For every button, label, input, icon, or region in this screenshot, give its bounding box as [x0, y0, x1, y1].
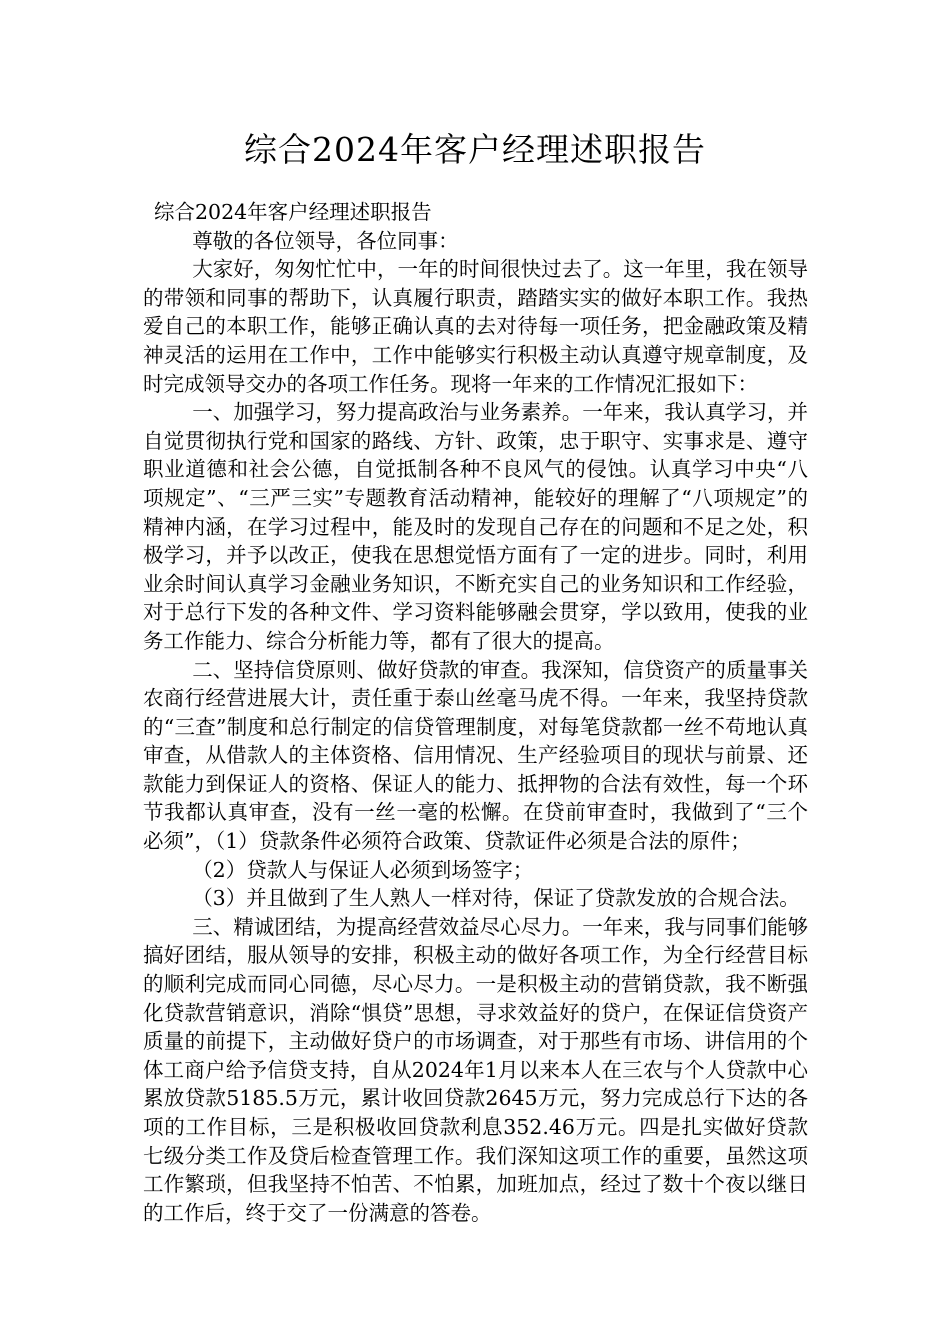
section-two-paragraph: 二、坚持信贷原则、做好贷款的审查。我深知，信贷资产的质量事关农商行经营进展大计，责任重于泰山丝毫马虎不得。一年来，我坚持贷款的“三查”制度和总行制定的信贷管理制度，对每笔贷款都一丝不苟地认真审查，从借款人的主体资格、信用情况、生产经验项目的现状与前景、还款能力到保证人的资格、保证人的能力、抵押物的合法有效性，每一个环节我都认真审查，没有一丝一毫的松懈。在贷前审查时，我做到了“三个必须”，（1）贷款条件必须符合政策、贷款证件必须是合法的原件； — [143, 657, 808, 854]
intro-paragraph: 大家好，匆匆忙忙中，一年的时间很快过去了。这一年里，我在领导的带领和同事的帮助下，认真履行职责，踏踏实实的做好本职工作。我热爱自己的本职工作，能够正确认真的去对待每一项任务，把金融政策及精神灵活的运用在工作中，工作中能够实行积极主动认真遵守规章制度，及时完成领导交办的各项工作任务。现将一年来的工作情况汇报如下： — [143, 257, 808, 396]
section-three-paragraph: 三、精诚团结，为提高经营效益尽心尽力。一年来，我与同事们能够搞好团结，服从领导的安排，积极主动的做好各项工作，为全行经营目标的顺利完成而同心同德，尽心尽力。一是积极主动的营销贷款，我不断强化贷款营销意识，消除“惧贷”思想，寻求效益好的贷户，在保证信贷资产质量的前提下，主动做好贷户的市场调查，对于那些有市场、讲信用的个体工商户给予信贷支持，自从2024年1月以来本人在三农与个人贷款中心累放贷款5185.5万元，累计收回贷款2645万元，努力完成总行下达的各项的工作目标，三是积极收回贷款利息352.46万元。四是扎实做好贷款七级分类工作及贷后检查管理工作。我们深知这项工作的重要，虽然这项工作繁琐，但我坚持不怕苦、不怕累，加班加点，经过了数十个夜以继日的工作后，终于交了一份满意的答卷。 — [143, 914, 808, 1225]
requirement-three-paragraph: （3）并且做到了生人熟人一样对待，保证了贷款发放的合规合法。 — [192, 886, 800, 911]
section-one-paragraph: 一、加强学习，努力提高政治与业务素养。一年来，我认真学习，并自觉贯彻执行党和国家的路线、方针、政策，忠于职守、实事求是、遵守职业道德和社会公德，自觉抵制各种不良风气的侵蚀。认真学习中央“八项规定”、“三严三实”专题教育活动精神，能较好的理解了“八项规定”的精神内涵，在学习过程中，能及时的发现自己存在的问题和不足之处，积极学习，并予以改正，使我在思想觉悟方面有了一定的进步。同时，利用业余时间认真学习金融业务知识，不断充实自己的业务知识和工作经验，对于总行下发的各种文件、学习资料能够融会贯穿，学以致用，使我的业务工作能力、综合分析能力等，都有了很大的提高。 — [143, 400, 808, 653]
document-title: 综合2024年客户经理述职报告 — [244, 130, 706, 169]
document-body — [143, 198, 808, 1227]
requirement-two-paragraph: （2）贷款人与保证人必须到场签字； — [192, 857, 534, 882]
salutation-paragraph: 尊敬的各位领导，各位同事： — [192, 228, 459, 253]
document-subtitle: 综合2024年客户经理述职报告 — [154, 200, 432, 224]
